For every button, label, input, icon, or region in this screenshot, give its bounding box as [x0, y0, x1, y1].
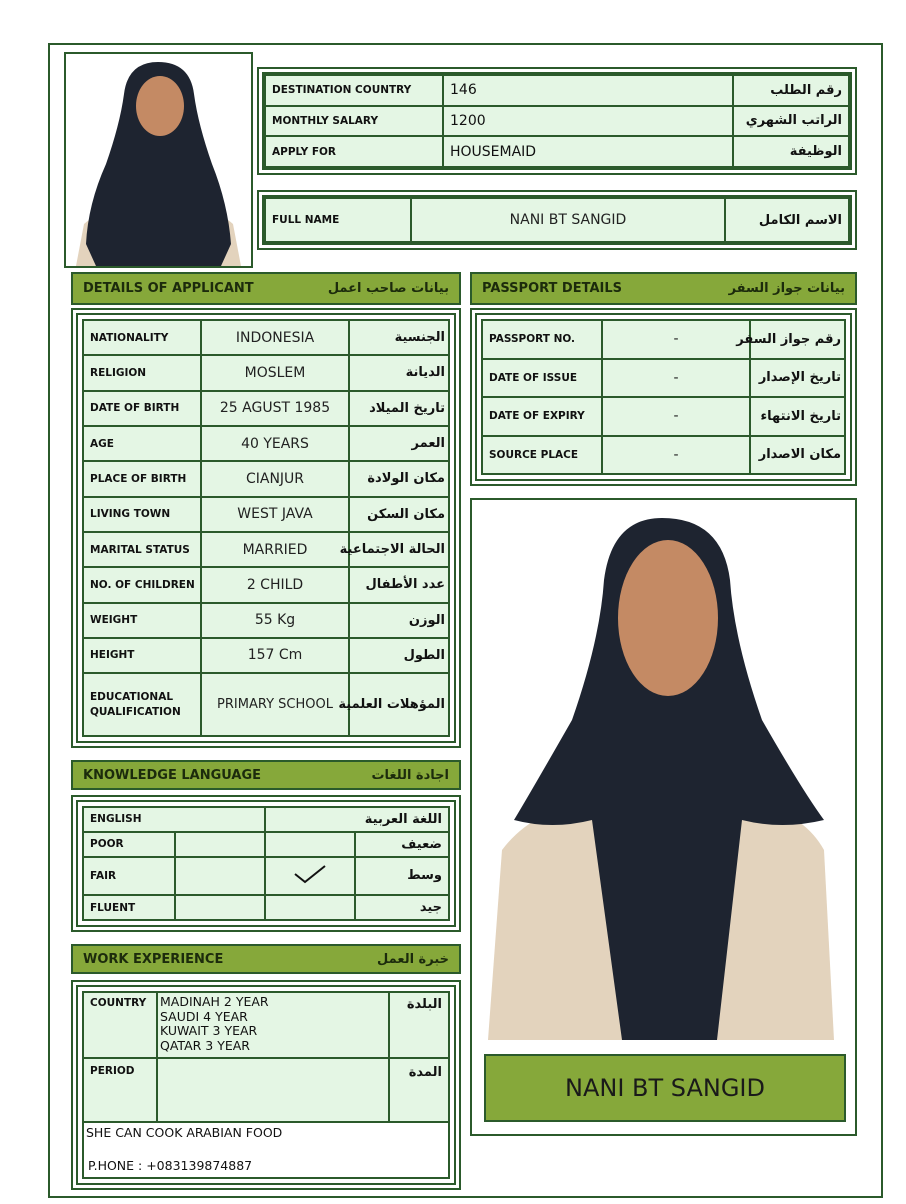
- applicant-field-arabic: مكان الولادة: [349, 461, 449, 496]
- period-label: PERIOD: [83, 1058, 157, 1122]
- applicant-field-value: MARRIED: [201, 532, 349, 567]
- applicant-field-arabic: الطول: [349, 638, 449, 673]
- arabic-level-cell: [265, 832, 355, 857]
- applicant-field-value: PRIMARY SCHOOL: [201, 673, 349, 736]
- language-header-title: KNOWLEDGE LANGUAGE: [83, 767, 262, 783]
- period-value: [157, 1058, 389, 1122]
- table-row: [265, 198, 849, 242]
- table-row: [265, 136, 849, 167]
- english-level-cell: [175, 832, 265, 857]
- applicant-field-value: MOSLEM: [201, 355, 349, 390]
- table-row: [83, 391, 449, 426]
- applicant-header-title: DETAILS OF APPLICANT: [83, 281, 254, 296]
- table-row: [265, 75, 849, 106]
- applicant-field-label: WEIGHT: [83, 603, 201, 638]
- passport-field-value: -: [602, 359, 750, 398]
- applicant-field-label: PLACE OF BIRTH: [83, 461, 201, 496]
- table-row: [83, 355, 449, 390]
- applicant-field-value: 55 Kg: [201, 603, 349, 638]
- list-item: QATAR 3 YEAR: [160, 1037, 250, 1053]
- applicant-field-arabic: تاريخ الميلاد: [349, 391, 449, 426]
- language-table: [82, 806, 450, 921]
- passport-field-arabic: تاريخ الانتهاء: [750, 397, 845, 436]
- list-item: KUWAIT 3 YEAR: [160, 1023, 258, 1038]
- english-label: ENGLISH: [83, 807, 265, 832]
- language-level-label: FLUENT: [83, 895, 175, 920]
- applicant-field-value: 2 CHILD: [201, 567, 349, 602]
- monthly-salary-value: 1200: [443, 106, 733, 137]
- arabic-level-cell: [265, 895, 355, 920]
- language-level-arabic: ضعيف: [355, 832, 449, 857]
- applicant-field-arabic: الوزن: [349, 603, 449, 638]
- work-box: [71, 980, 461, 1190]
- destination-country-value: 146: [443, 75, 733, 106]
- apply-for-label: APPLY FOR: [265, 136, 443, 167]
- name-caption-box: [484, 1054, 846, 1122]
- top-info-box: [257, 67, 857, 175]
- table-row: [83, 426, 449, 461]
- full-name-value: NANI BT SANGID: [411, 198, 725, 242]
- applicant-field-label: RELIGION: [83, 355, 201, 390]
- table-row: [83, 807, 449, 832]
- apply-for-value: HOUSEMAID: [443, 136, 733, 167]
- table-row: [482, 436, 845, 475]
- applicant-field-label: NO. OF CHILDREN: [83, 567, 201, 602]
- country-arabic: البلدة: [389, 992, 449, 1058]
- applicant-field-label: EDUCATIONAL QUALIFICATION: [83, 673, 201, 736]
- applicant-field-value: WEST JAVA: [201, 497, 349, 532]
- table-row: [265, 106, 849, 137]
- table-row: [482, 359, 845, 398]
- work-header-title: WORK EXPERIENCE: [83, 951, 224, 967]
- person-portrait-icon: [472, 500, 855, 1050]
- applicant-header-arabic: بيانات صاحب اعمل: [327, 281, 449, 296]
- full-name-box: [257, 190, 857, 250]
- passport-field-label: DATE OF EXPIRY: [482, 397, 602, 436]
- applicant-header: [71, 272, 461, 305]
- destination-country-arabic: رقم الطلب: [733, 75, 849, 106]
- destination-country-label: DESTINATION COUNTRY: [265, 75, 443, 106]
- applicant-field-label: DATE OF BIRTH: [83, 391, 201, 426]
- table-row: [83, 320, 449, 355]
- english-level-cell: [175, 857, 265, 895]
- applicant-field-arabic: عدد الأطفال: [349, 567, 449, 602]
- monthly-salary-arabic: الراتب الشهري: [733, 106, 849, 137]
- applicant-field-arabic: الديانة: [349, 355, 449, 390]
- passport-field-label: SOURCE PLACE: [482, 436, 602, 475]
- country-list: [157, 992, 389, 1058]
- table-row: [83, 832, 449, 857]
- apply-for-arabic: الوظيفة: [733, 136, 849, 167]
- applicant-field-value: 25 AGUST 1985: [201, 391, 349, 426]
- passport-details-box: [470, 308, 857, 486]
- table-row: [83, 567, 449, 602]
- work-header-arabic: خبرة العمل: [377, 951, 449, 967]
- full-name-table: [264, 197, 850, 243]
- top-info-table: [264, 74, 850, 168]
- applicant-field-value: 40 YEARS: [201, 426, 349, 461]
- arabic-language-label: اللغة العربية: [265, 807, 449, 832]
- table-row: [83, 673, 449, 736]
- applicant-field-arabic: العمر: [349, 426, 449, 461]
- applicant-field-arabic: الجنسية: [349, 320, 449, 355]
- applicant-details-table: [82, 319, 450, 737]
- applicant-field-label: HEIGHT: [83, 638, 201, 673]
- table-row: [83, 857, 449, 895]
- passport-header: [470, 272, 857, 305]
- person-portrait-icon: [66, 54, 251, 266]
- applicant-field-value: 157 Cm: [201, 638, 349, 673]
- phone-text: P.HONE : +083139874887: [88, 1158, 253, 1173]
- language-header-arabic: اجادة اللغات: [371, 767, 449, 783]
- passport-field-arabic: رقم جواز السفر: [750, 320, 845, 359]
- table-row: [83, 497, 449, 532]
- applicant-photo-large: [470, 498, 857, 1136]
- work-header: [71, 944, 461, 974]
- period-arabic: المدة: [389, 1058, 449, 1122]
- applicant-field-label: NATIONALITY: [83, 320, 201, 355]
- passport-field-value: -: [602, 320, 750, 359]
- language-level-label: POOR: [83, 832, 175, 857]
- passport-header-title: PASSPORT DETAILS: [482, 281, 623, 296]
- country-label: COUNTRY: [83, 992, 157, 1058]
- passport-details-table: [481, 319, 846, 475]
- passport-field-label: DATE OF ISSUE: [482, 359, 602, 398]
- table-row: [482, 397, 845, 436]
- language-level-arabic: جيد: [355, 895, 449, 920]
- passport-field-label: PASSPORT NO.: [482, 320, 602, 359]
- language-header: [71, 760, 461, 790]
- table-row: [83, 638, 449, 673]
- table-row: [83, 461, 449, 496]
- notes-cell: [83, 1122, 449, 1178]
- passport-field-arabic: تاريخ الإصدار: [750, 359, 845, 398]
- applicant-field-label: LIVING TOWN: [83, 497, 201, 532]
- monthly-salary-label: MONTHLY SALARY: [265, 106, 443, 137]
- table-row: [83, 992, 449, 1058]
- language-level-label: FAIR: [83, 857, 175, 895]
- passport-field-value: -: [602, 436, 750, 475]
- applicant-field-value: CIANJUR: [201, 461, 349, 496]
- name-caption: NANI BT SANGID: [565, 1074, 765, 1102]
- language-level-arabic: وسط: [355, 857, 449, 895]
- passport-header-arabic: بيانات جواز السفر: [728, 281, 845, 296]
- applicant-details-box: [71, 308, 461, 748]
- list-item: MADINAH 2 YEAR: [160, 994, 269, 1009]
- applicant-field-arabic: المؤهلات العلمية: [349, 673, 449, 736]
- language-box: [71, 795, 461, 932]
- full-name-label: FULL NAME: [265, 198, 411, 242]
- list-item: SAUDI 4 YEAR: [160, 1008, 248, 1024]
- passport-field-arabic: مكان الاصدار: [750, 436, 845, 475]
- applicant-field-arabic: الحالة الاجتماعية: [349, 532, 449, 567]
- full-name-arabic: الاسم الكامل: [725, 198, 849, 242]
- table-row: [83, 1058, 449, 1122]
- arabic-level-cell: [265, 857, 355, 895]
- passport-field-value: -: [602, 397, 750, 436]
- applicant-field-value: INDONESIA: [201, 320, 349, 355]
- work-table: [82, 991, 450, 1179]
- english-level-cell: [175, 895, 265, 920]
- table-row: [83, 895, 449, 920]
- applicant-photo-small: [64, 52, 253, 268]
- table-row: [83, 1122, 449, 1178]
- table-row: [482, 320, 845, 359]
- note-text: SHE CAN COOK ARABIAN FOOD: [86, 1125, 283, 1140]
- table-row: [83, 532, 449, 567]
- checkmark-icon: [293, 864, 327, 884]
- applicant-field-arabic: مكان السكن: [349, 497, 449, 532]
- applicant-field-label: MARITAL STATUS: [83, 532, 201, 567]
- applicant-field-label: AGE: [83, 426, 201, 461]
- table-row: [83, 603, 449, 638]
